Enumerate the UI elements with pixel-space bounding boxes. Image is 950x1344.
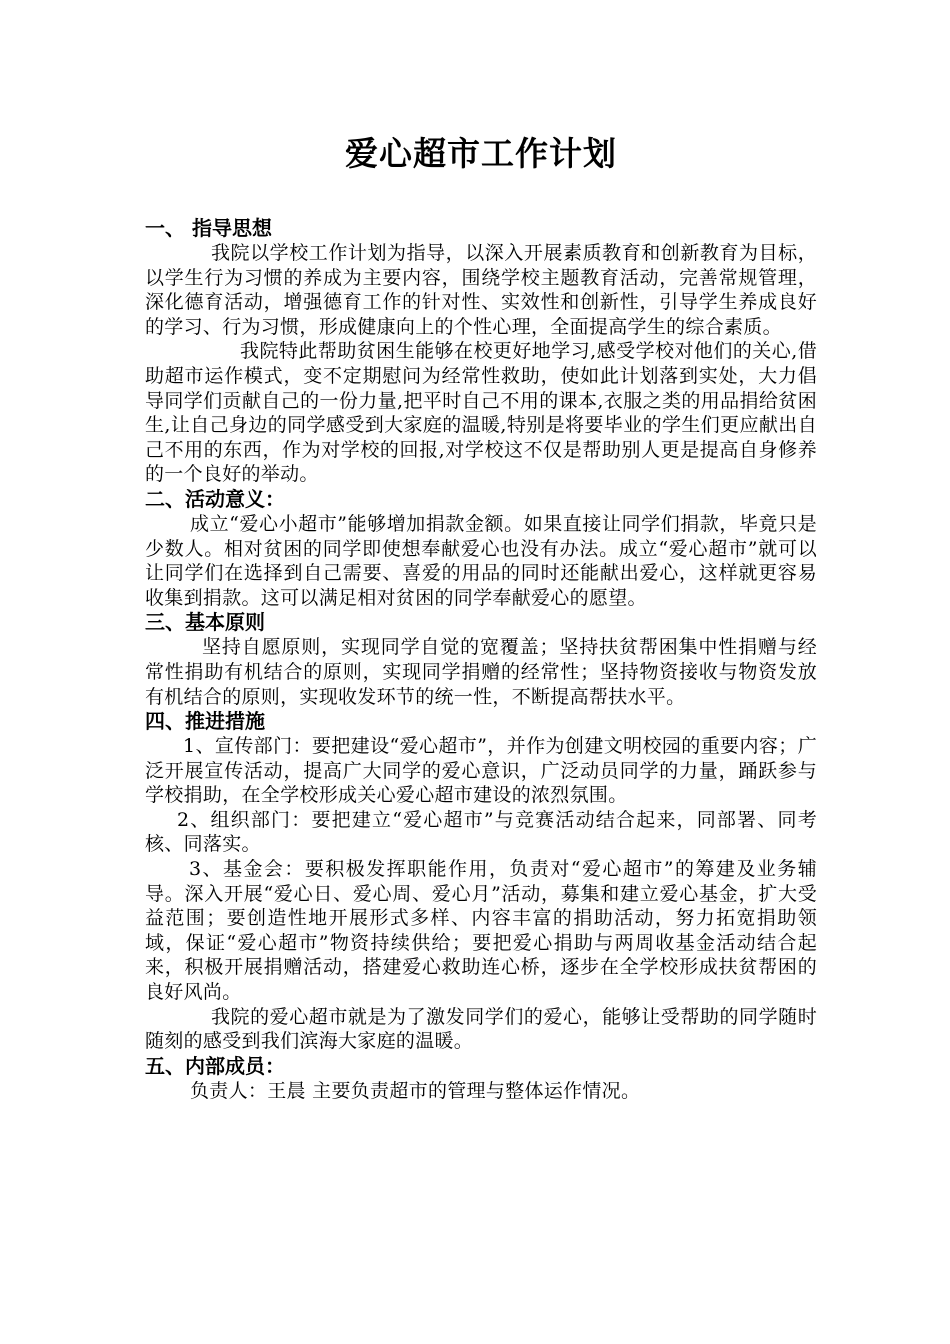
paragraph: 我院以学校工作计划为指导，以深入开展素质教育和创新教育为目标，以学生行为习惯的养成为主要内容，围绕学校主题教育活动，完善常规管理，深化德育活动，增强德育工作的针对性、实效性和创新性，引导学生养成良好的学习、行为习惯，形成健康向上的个性心理，全面提高学生的综合素质。 [145, 242, 817, 338]
section-heading: 四、推进措施 [145, 709, 265, 734]
section-heading: 二、活动意义： [145, 486, 285, 511]
paragraph: 1、宣传部门：要把建设“爱心超市”，并作为创建文明校园的重要内容；广泛开展宣传活动，提高广大同学的爱心意识，广泛动员同学的力量，踊跃参与学校捐助，在全学校形成关心爱心超市建设的浓烈氛围。 [145, 735, 817, 807]
section-heading: 三、基本原则 [145, 610, 265, 635]
section-guiding-thought [145, 216, 817, 487]
paragraph: 3、基金会：要积极发挥职能作用，负责对“爱心超市”的筹建及业务辅导。深入开展“爱心日、爱心周、爱心月”活动，募集和建立爱心基金，扩大受益范围；要创造性地开展形式多样、内容丰富的捐助活动，努力拓宽捐助领域，保证“爱心超市”物资持续供给；要把爱心捐助与两周收基金活动结合起来，积极开展捐赠活动，搭建爱心救助连心桥，逐步在全学校形成扶贫帮困的良好风尚。 [145, 858, 817, 1004]
paragraph: 2、组织部门：要把建立“爱心超市”与竞赛活动结合起来，同部署、同考核、同落实。 [145, 808, 817, 856]
paragraph: 成立“爱心小超市”能够增加捐款金额。如果直接让同学们捐款，毕竟只是少数人。相对贫困的同学即使想奉献爱心也没有办法。成立“爱心超市”就可以让同学们在选择到自己需要、喜爱的用品的同时还能献出爱心，这样就更容易收集到捐款。这可以满足相对贫困的同学奉献爱心的愿望。 [145, 512, 817, 609]
section-significance [145, 487, 817, 610]
paragraph: 我院的爱心超市就是为了激发同学们的爱心，能够让受帮助的同学随时随刻的感受到我们滨海大家庭的温暖。 [145, 1005, 817, 1053]
document-title: 爱心超市工作计划 [345, 134, 617, 173]
section-principles [145, 610, 817, 709]
section-measures [145, 709, 817, 1054]
section-heading: 一、 指导思想 [145, 216, 272, 240]
paragraph: 我院特此帮助贫困生能够在校更好地学习,感受学校对他们的关心,借助超市运作模式，变不定期慰问为经常性救助，使如此计划落到实处，大力倡导同学们贡献自己的一份力量,把平时自己不用的课本,衣服之类的用品捐给贫困生,让自己身边的同学感受到大家庭的温暖,特别是将要毕业的学生们更应献出自己不用的东西，作为对学校的回报,对学校这不仅是帮助别人更是提高自身修养的一个良好的举动。 [145, 340, 817, 486]
section-heading: 五、内部成员： [145, 1053, 285, 1078]
paragraph: 负责人：王晨 主要负责超市的管理与整体运作情况。 [190, 1079, 641, 1102]
document-page [145, 120, 817, 1103]
paragraph: 坚持自愿原则，实现同学自觉的宽覆盖；坚持扶贫帮困集中性捐赠与经常性捐助有机结合的原则，实现同学捐赠的经常性；坚持物资接收与物资发放有机结合的原则，实现收发环节的统一性，不断提高帮扶水平。 [145, 636, 817, 708]
section-members [145, 1054, 817, 1104]
